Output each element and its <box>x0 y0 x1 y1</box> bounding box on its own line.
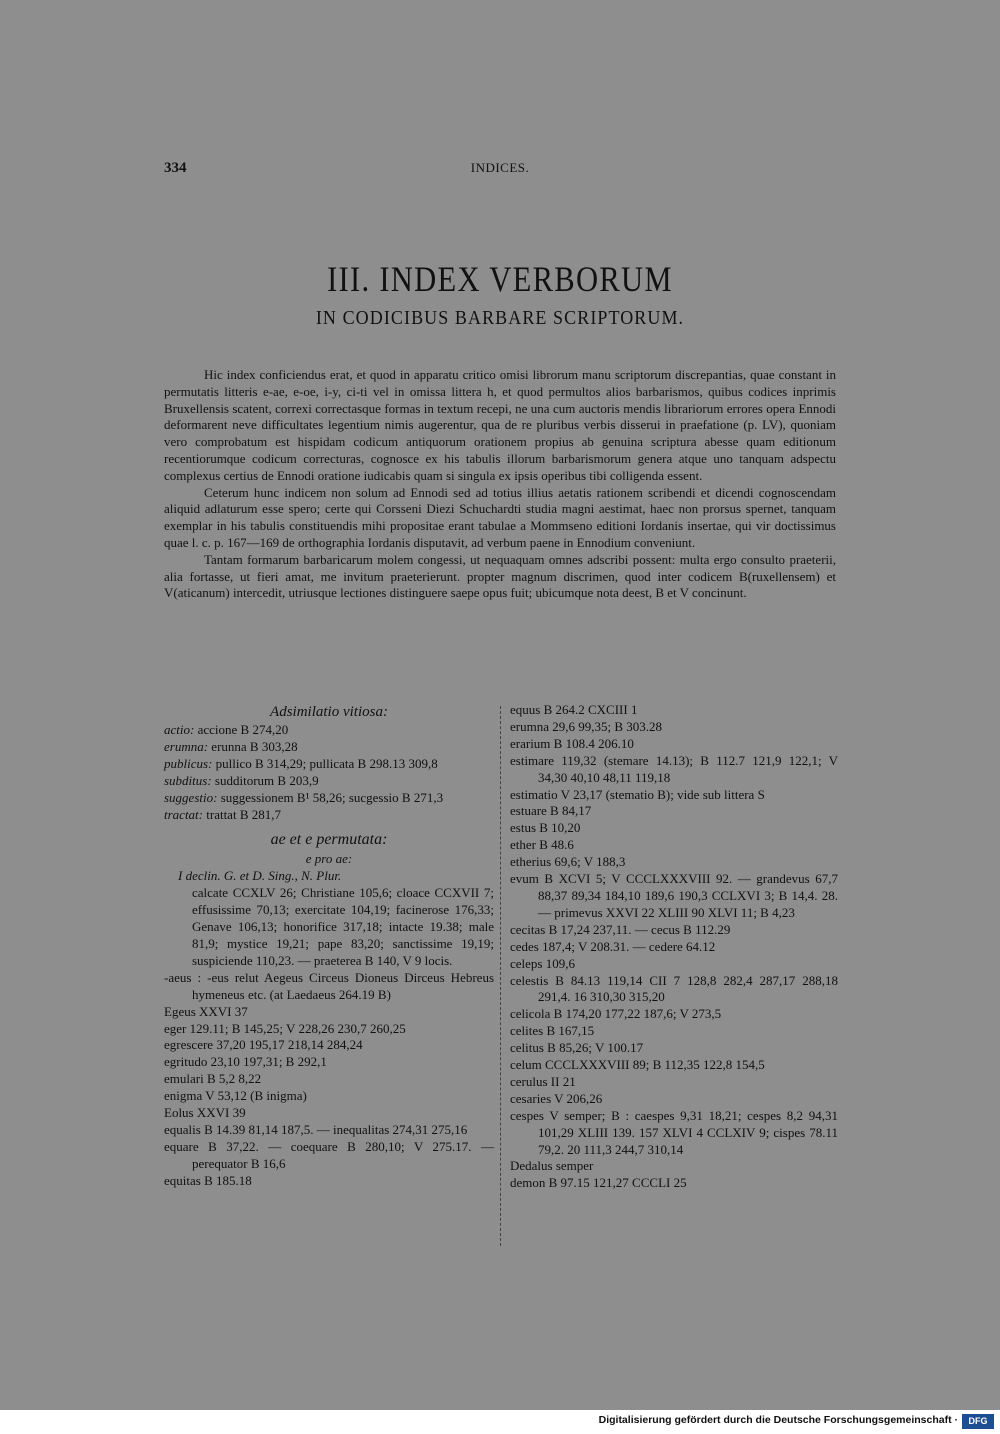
index-entry: equus B 264.2 CXCIII 1 <box>510 702 638 717</box>
index-entry: erumna 29,6 99,35; B 303.28 <box>510 718 663 734</box>
index-entry <box>164 773 494 790</box>
index-entry: Egeus XXVI 37 <box>164 1003 248 1019</box>
dfg-logo[interactable]: DFG <box>962 1414 994 1429</box>
introduction <box>164 367 836 602</box>
index-entry: evum B XCVI 5; V CCCLXXXVIII 92. — grandevus 67,7 88,37 89,34 184,10 189,6 190,3 CCLXVI 3; B 14,4. 28. — primevus XXVI 22 XLIII 90 XLVI 11; B 4,23 <box>510 871 838 920</box>
index-block: -aeus : -eus relut Aegeus Circeus Dioneus Dirceus Hebreus hymeneus etc. (at Laedaeus 264.19 B) <box>164 969 494 1002</box>
index-entry: cecitas B 17,24 237,11. — cecus B 112.29 <box>510 921 731 937</box>
intro-paragraph-3: Tantam formarum barbaricarum molem congessi, ut nequaquam omnes adscribi possent: multa ergo consulto praeterii, alia fortasse, ut fieri amat, me invitum praeterierunt. propter magnum discrimen, quod inter codicem B(ruxellensem) et V(aticanum) intercedit, utriusque lectiones distinguere saepe opus fuit; ubicumque nota deest, B et V concinunt. <box>164 551 836 601</box>
funding-notice: Digitalisierung gefördert durch die Deutsche Forschungsgemeinschaft · <box>598 1414 958 1426</box>
index-lemma: tractat: <box>164 806 203 822</box>
subheading-e-pro-ae: e pro ae: <box>305 851 353 867</box>
index-forms: trattat B 281,7 <box>203 806 281 822</box>
column-divider <box>500 706 502 1246</box>
index-entry: ether B 48.6 <box>510 837 574 853</box>
subsubheading-declension: I declin. G. et D. Sing., N. Plur. <box>178 868 342 884</box>
index-lemma: publicus: <box>164 755 213 771</box>
index-entry: equalis B 14.39 81,14 187,5. — inequalitas 274,31 275,16 <box>164 1121 468 1137</box>
page-number: 334 <box>164 160 187 176</box>
index-entry: celitus B 85,26; V 100.17 <box>510 1040 644 1056</box>
index-entry: cesaries V 206,26 <box>510 1090 603 1106</box>
index-entry: enigma V 53,12 (B inigma) <box>164 1088 307 1104</box>
index-entry <box>164 756 494 773</box>
index-entry: estus B 10,20 <box>510 820 581 836</box>
index-entry: cespes V semper; B : caespes 9,31 18,21; cespes 8,2 94,31 101,29 XLIII 139. 157 XLVI 4 CCLXIV 9; cispes 78.11 79,2. 20 111,3 244,7 310,14 <box>510 1107 838 1157</box>
index-entry: Dedalus semper <box>510 1158 594 1174</box>
index-forms: sudditorum B 203,9 <box>211 772 319 788</box>
index-entry: demon B 97.15 121,27 CCCLI 25 <box>510 1175 687 1191</box>
index-forms: accione B 274,20 <box>194 722 289 737</box>
section-title: III. INDEX VERBORUM <box>327 259 673 299</box>
index-entry: celicola B 174,20 177,22 187,6; V 273,5 <box>510 1006 722 1022</box>
index-entry: egritudo 23,10 197,31; B 292,1 <box>164 1054 327 1070</box>
index-entry: celeps 109,6 <box>510 955 575 971</box>
index-entry: Eolus XXVI 39 <box>164 1105 246 1121</box>
index-entry: celestis B 84.13 119,14 CII 7 128,8 282,4 287,17 288,18 291,4. 16 310,30 315,20 <box>510 972 838 1005</box>
index-entry: cedes 187,4; V 208.31. — cedere 64.12 <box>510 938 716 954</box>
index-entry: estimatio V 23,17 (stematio B); vide sub littera S <box>510 786 765 802</box>
section-heading-ae-e: ae et e permutata: <box>270 831 388 849</box>
index-entry: emulari B 5,2 8,22 <box>164 1071 262 1087</box>
index-right-column <box>510 702 838 1192</box>
index-block: calcate CCXLV 26; Christiane 105,6; cloace CCXVII 7; effusissime 70,13; exercitate 104,19; facinerose 176,33; Genave 106,13; honorifice 317,18; intacte 19.38; male 81,9; mystice 19,21; pape 83,20; sanctissime 19,19; suspiciende 110,23. — praeterea B 140, V 9 locis. <box>192 885 494 968</box>
index-lemma: erumna: <box>164 738 209 754</box>
index-entry <box>164 739 494 756</box>
index-forms: erunna B 303,28 <box>208 738 298 754</box>
running-head: INDICES. <box>470 160 530 175</box>
section-subtitle: IN CODICIBUS BARBARE SCRIPTORUM. <box>315 307 685 329</box>
index-entry <box>164 722 494 739</box>
index-forms: pullico B 314,29; pullicata B 298.13 309,8 <box>212 755 438 771</box>
intro-paragraph-2: Ceterum hunc indicem non solum ad Ennodi sed ad totius illius aetatis rationem scribendi et dicendi cognoscendam aliquid adlaturum esse spero; certe qui Corsseni Diezi Schuchardti studia magni aestimat, haec non prorsus spernet, tanquam exemplar in his tabulis constituendis mihi propositae erant tabulae a Mommseno editioni Iordanis insertae, qui vir doctissimus quae l. c. p. 167—169 de orthographia Iordanis disputavit, ad verbum paene in Ennodium conveniunt. <box>164 484 836 550</box>
index-lemma: suggestio: <box>164 789 218 805</box>
index-entry: equitas B 185.18 <box>164 1172 252 1188</box>
index-entry: celum CCCLXXXVIII 89; B 112,35 122,8 154,5 <box>510 1057 765 1073</box>
index-forms: suggessionem B¹ 58,26; sucgessio B 271,3 <box>217 789 444 805</box>
index-lemma: actio: <box>164 722 195 737</box>
index-entry: estuare B 84,17 <box>510 803 592 819</box>
section-heading-adsimilatio: Adsimilatio vitiosa: <box>270 704 388 720</box>
index-entry: egrescere 37,20 195,17 218,14 284,24 <box>164 1037 363 1053</box>
index-entry: erarium B 108.4 206.10 <box>510 735 634 751</box>
footer-bar <box>0 1410 1000 1434</box>
index-entry <box>164 790 494 807</box>
index-entry: celites B 167,15 <box>510 1023 595 1039</box>
index-left-column <box>164 702 494 1190</box>
index-lemma: subditus: <box>164 772 212 788</box>
index-entry: etherius 69,6; V 188,3 <box>510 854 626 870</box>
index-entry: cerulus II 21 <box>510 1073 576 1089</box>
index-entry: equare B 37,22. — coequare B 280,10; V 275.17. — perequator B 16,6 <box>164 1138 494 1171</box>
index-entry: eger 129.11; B 145,25; V 228,26 230,7 260,25 <box>164 1020 406 1036</box>
intro-paragraph-1: Hic index conficiendus erat, et quod in apparatu critico omisi librorum manu scriptorum discrepantias, quae constant in permutatis litteris e-ae, e-oe, i-y, ci-ti vel in omissa littera h, et quod permultos alios barbarismos, quibus codices inprimis Bruxellensis scatent, correxi correctasque formas in textum recepi, ne una cum auctoris mendis librariorum errores opera Ennodi deformarent neve difficultates legentium nimis augerentur, qua de re pluribus verbis disserui in praefatione (p. LV), quoniam vero comprobatum est hispidam codicum antiquorum orationem propius ab genuina scriptura abesse quam editionum recentiorumque codicum correcturas, cognosce ex his tabulis illorum barbarismorum genera atque uno tanquam adspectu complexus certius de Ennodi oratione iudicabis quam si singula ex ipsis operibus tibi colligenda essent. <box>164 367 836 483</box>
index-entry: estimare 119,32 (stemare 14.13); B 112.7 121,9 122,1; V 34,30 40,10 48,11 119,18 <box>510 752 838 785</box>
index-entry <box>164 807 494 824</box>
